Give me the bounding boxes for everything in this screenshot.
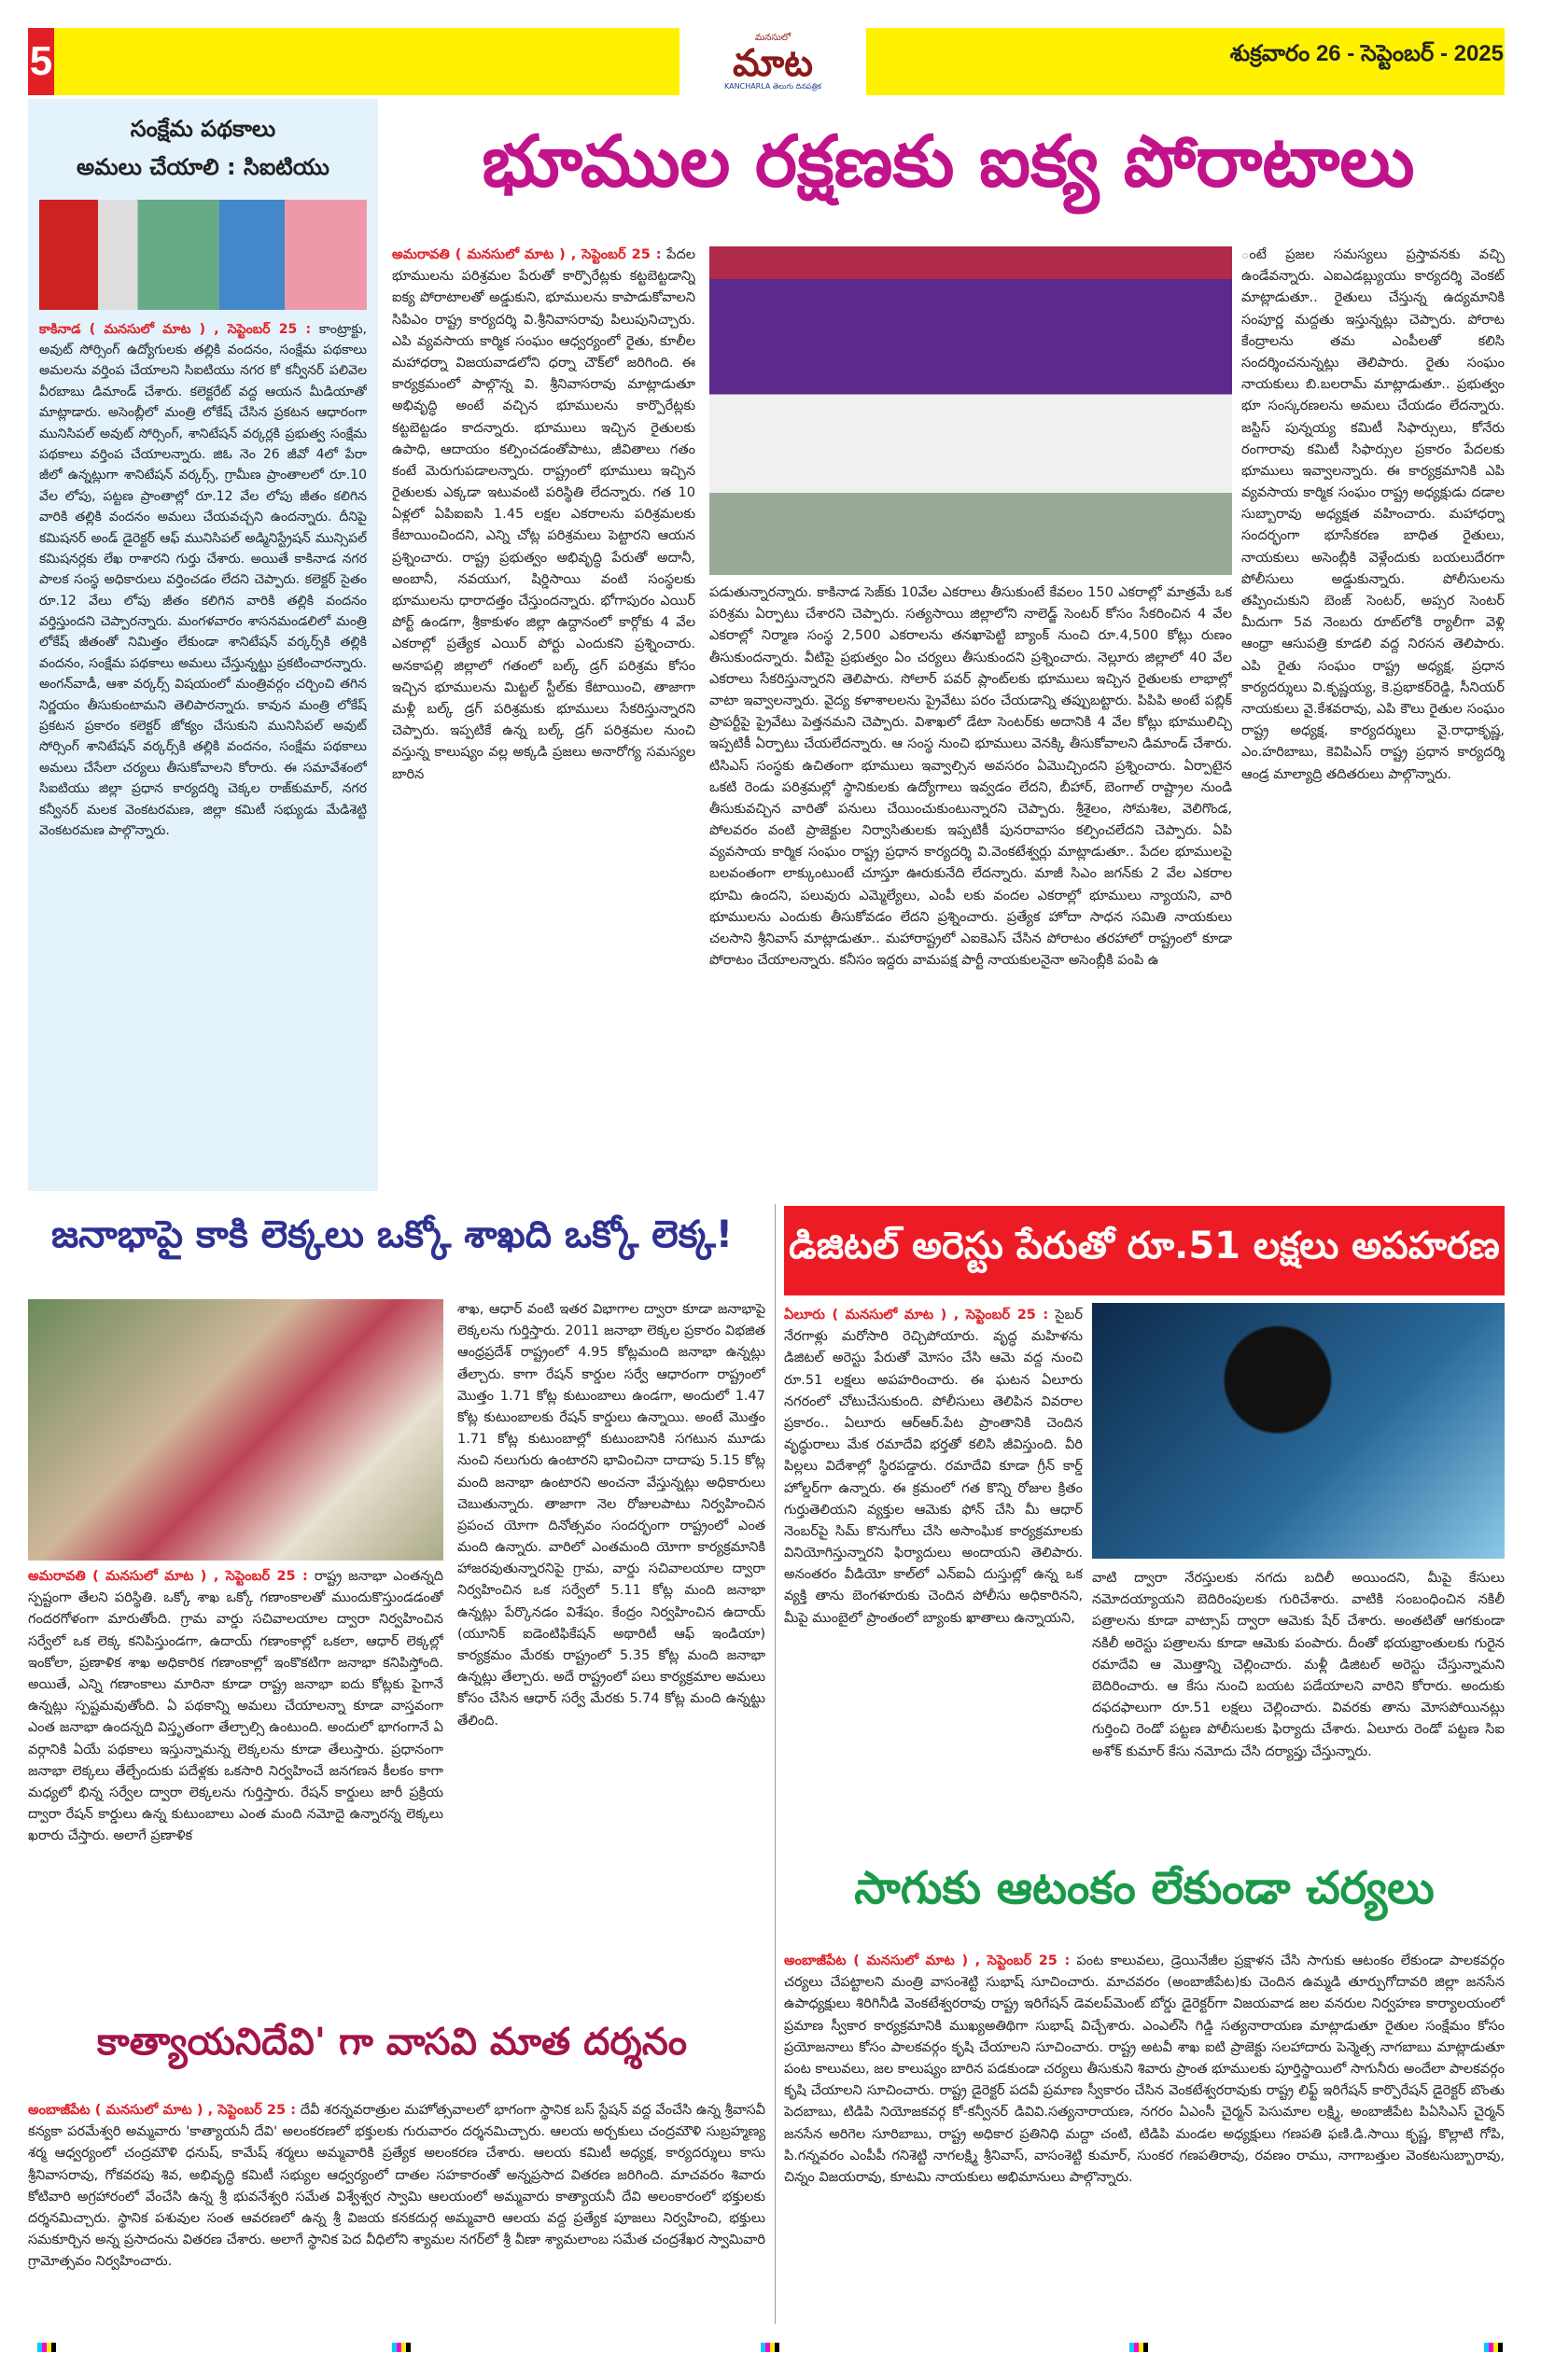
- logo-small: మనసులో: [754, 32, 792, 43]
- cyber-photo: [1092, 1303, 1505, 1559]
- census-photo: [28, 1299, 443, 1561]
- main-story-col2: పడుతున్నారన్నారు. కాకినాడ సెజ్‌కు 10వేల ఎకరాలు తీసుకుంటే కేవలం 150 ఎకరాల్లో మాత్రమే ఒక పరిశ్రమ ఏర్పాటు చేశారని చెప్పారు. సత్యసాయి జిల్లాలోని నాలెడ్జ్ సెంటర్ కోసం సేకరించిన 4 వేల ఎకరాల్లో నిర్మాణ సంస్థ 2,500 ఎకరాలను తనఖాపెట్టి బ్యాంక్ నుంచి రూ.4,500 కోట్లు రుణం తీసుకుందన్నారు. వీటిపై ప్రభుత్వం ఏం చర్యలు తీసుకుందని ప్రశ్నించారు. నెల్లూరు జిల్లాలో 40 వేల ఎకరాలు సేకరిస్తున్నారని తెలిపారు. సోలార్ పవర్ ప్లాంట్‌లకు భూములు ఇచ్చిన రైతులకు లాభాల్లో వాటా ఇవ్వాలన్నారు. వైద్య కళాశాలలను ప్రైవేటు పరం చేయడాన్ని తప్పుబట్టారు. పిపిపి అంటే పబ్లిక్ ప్రాపర్టీపై ప్రైవేటు పెత్తనమని చెప్పారు. విశాఖలో డేటా సెంటర్‌కు అదానికి 4 వేల కోట్లు భూములిచ్చి ఇప్పటికీ ఏర్పాటు చేయలేదన్నారు. ఆ సంస్థ నుంచి భూములు వెనక్కి తీసుకోవాలని డిమాండ్ చేశారు. టిసిఎస్ సంస్థకు ఉచితంగా భూములు ఇవ్వాల్సిన అవసరం ఏమొచ్చిందని ప్రశ్నించారు. ఏర్పాటైన ఒకటి రెండు పరిశ్రమల్లో స్థానికులకు ఉద్యోగాలు ఇవ్వడం లేదని, బీహార్, బెంగాల్ రాష్ట్రాల నుండి తీసుకువచ్చిన వారితో పనులు చేయించుకుంటున్నారని చెప్పారు. శ్రీశైలం, సోమశిల, వెలిగొండ, పోలవరం వంటి ప్రాజెక్టుల నిర్వాసితులకు ఇప్పటికీ పునరావాసం కల్పించలేదని చెప్పారు. ఏపి వ్యవసాయ కార్మిక సంఘం రాష్ట్ర ప్రధాన కార్యదర్శి వి.వెంకటేశ్వర్లు మాట్లాడుతూ.. పేదల భూములపై బలవంతంగా లాక్కుంటుంటే చూస్తూ ఊరుకునేది లేదన్నారు. మాజీ సిఎం జగన్‌కు 2 వేల ఎకరాల భూమి ఉందని, పలువురు ఎమ్మెల్యేలు, ఎంపీ లకు వందల ఎకరాల్లో భూములు న్యాయని, వారి భూములను ఎందుకు తీసుకోవడం లేదని ప్రశ్నించారు. ప్రత్యేక హోదా సాధన సమితి నాయకులు చలసాని శ్రీనివాస్ మాట్లాడుతూ.. మహారాష్ట్రలో ఎఐకెఎస్ చేసిన పోరాటం తరహాలో రాష్ట్రంలో కూడా పోరాటం చేయాలన్నారు. కనీసం ఇద్దరు వామపక్ష పార్టీ నాయకులనైనా అసెంబ్లీకి పంపి ఉ: [709, 585, 1232, 969]
- page-number: 5: [28, 28, 54, 95]
- left-story: [28, 99, 378, 1191]
- logo-brand: KANCHARLA తెలుగు దినపత్రిక: [724, 81, 821, 91]
- left-story-body: కాకినాడ ( మనసులో మాట ) , సెప్టెంబర్ 25 : కాంట్రాక్టు, అవుట్ సోర్సింగ్ ఉద్యోగులకు తల్లికి వందనం, సంక్షేమ పథకాలు అమలను వర్తింప చేయాలని సిఐటియు నగర కో కన్వీనర్ పలివెల వీరబాబు డిమాండ్ చేశారు. కలెక్టరేట్ వద్ద ఆయన మీడియాతో మాట్లాడారు. అసెంబ్లీలో మంత్రి లోకేష్ చేసిన ప్రకటన ఆధారంగా మునిసిపల్ అవుట్ సోర్సింగ్, శానిటేషన్ వర్కర్లకి ప్రభుత్వ సంక్షేమ పథకాలు వర్తింప చేయాలన్నారు. జిఓ నెం 26 జీవో 4లో పేరా జీలో ఉన్నట్లుగా శానిటేషన్ వర్కర్స్, గ్రామీణ ప్రాంతాలలో రూ.10 వేల లోపు, పట్టణ ప్రాంతాల్లో రూ.12 వేల లోపు జీతం కలిగిన వారికి తల్లికి వందనం అమలు చేయవచ్చని ఉందన్నారు. దీనిపై కమిషనర్ అండ్ డైరెక్టర్ ఆఫ్ మునిసిపల్ అడ్మినిస్ట్రేషన్ మున్సిపల్ కమిషనర్లకు లేఖ రాశారని గుర్తు చేశారు. అయితే కాకినాడ నగర పాలక సంస్థ అధికారులు వర్తించడం లేదని చెప్పారు. కలెక్టర్ సైతం రూ.12 వేలు లోపు జీతం కలిగిన వారికి తల్లికి వందనం వర్తిస్తుందని చెప్పారన్నారు. మంగళవారం శాసనమండలిలో మంత్రి లోకేష్ జీతంతో నిమిత్తం లేకుండా శానిటేషన్ వర్కర్స్‌కి తల్లికి వందనం, సంక్షేమ పథకాలు అమలు చేస్తున్నట్టు ప్రకటించారన్నారు. అంగన్‌వాడీ, ఆశా వర్కర్స్ విషయంలో మంత్రివర్గం చర్చించి తగిన నిర్ణయం తీసుకుంటామని తెలిపారన్నారు. కావున మంత్రి లోకేష్ ప్రకటన ప్రకారం కలెక్టర్ జోక్యం చేసుకుని మునిసిపల్ అవుట్ సోర్సింగ్ శానిటేషన్ వర్కర్స్‌కి తల్లికి వందనం, సంక్షేమ పథకాలు అమలు చేసేలా చర్యలు తీసుకోవాలని కోరారు. ఈ సమావేశంలో సిఐటియు జిల్లా ప్రధాన కార్యదర్శి చెక్కల రాజ్‌కుమార్, నగర కన్వీనర్ మలక వెంకటరమణ, జిల్లా కమిటీ సభ్యుడు మేడిశెట్టి వెంకటరమణ పాల్గొన్నారు.: [39, 321, 367, 838]
- left-story-photo: [39, 200, 367, 310]
- column-divider: [775, 1204, 776, 2324]
- registration-mark: [392, 2343, 411, 2352]
- main-story-col1: అమరావతి ( మనసులో మాట ) , సెప్టెంబర్ 25 : పేదల భూములను పరిశ్రమల పేరుతో కార్పొరేట్లకు కట్టబెట్టడాన్ని ఐక్య పోరాటాలతో అడ్డుకుని, భూములను కాపాడుకోవాలని సిపిఎం రాష్ట్ర కార్యదర్శి వి.శ్రీనివాసరావు పిలుపునిచ్చారు. ఎపి వ్యవసాయ కార్మిక సంఘం ఆధ్వర్యంలో రైతు, కూలీల మహాధర్నా విజయవాడలోని ధర్నా చౌక్‌లో జరిగింది. ఈ కార్యక్రమంలో పాల్గొన్న వి. శ్రీనివాసరావు మాట్లాడుతూ అభివృద్ధి అంటే వచ్చిన భూములను కార్పొరేట్లకు కట్టబెట్టడం కాదన్నారు. భూములు ఇచ్చిన రైతులకు ఉపాధి, ఆదాయం కల్పించడంతోపాటు, జీవితాలు గతం కంటే మెరుగుపడాలన్నారు. రాష్ట్రంలో భూములు ఇచ్చిన రైతులకు ఎక్కడా ఇటువంటి పరిస్థితి లేదన్నారు. గత 10 ఏళ్లలో ఏపిఐఐసి 1.45 లక్షల ఎకరాలను పరిశ్రమలకు కేటాయించిందని, ఎన్ని చోట్ల పరిశ్రమలు పెట్టారని ఆయన ప్రశ్నించారు. రాష్ట్ర ప్రభుత్వం అభివృద్ధి పేరుతో అదానీ, అంబానీ, నవయుగ, షిర్డిసాయి వంటి సంస్థలకు భూములను ధారాదత్తం చేస్తుందన్నారు. భోగాపురం ఎయిర్ పోర్ట్ ఉండగా, శ్రీకాకుళం జిల్లా ఉద్దానంలో కార్గోకు 4 వేల ఎకరాల్లో ప్రత్యేక ఎయిర్ పోర్టు ఎందుకని ప్రశ్నించారు. అనకాపల్లి జిల్లాలో గతంలో బల్క్ డ్రగ్ పరిశ్రమ కోసం ఇచ్చిన భూములను మిట్టల్ స్టీల్‌కు కేటాయించి, తాజాగా మళ్లీ బల్క్ డ్రగ్ పరిశ్రమకు భూములు సేకరిస్తున్నారని చెప్పారు. ఇప్పటికే ఉన్న బల్క్ డ్రగ్ పరిశ్రమల నుంచి వస్తున్న కాలుష్యం వల్ల అక్కడి ప్రజలు అనారోగ్య సమస్యల బారిన: [392, 247, 695, 782]
- issue-date: శుక్రవారం 26 - సెప్టెంబర్ - 2025: [1229, 41, 1504, 66]
- cyber-headline: డిజిటల్ అరెస్టు పేరుతో రూ.51 లక్షలు అపహరణ: [789, 1225, 1500, 1267]
- registration-mark: [37, 2343, 56, 2352]
- cyber-body-left: ఏలూరు ( మనసులో మాట ) , సెప్టెంబర్ 25 : సైబర్ నేరగాళ్లు మరోసారి రెచ్చిపోయారు. వృద్ధ మహిళను డిజిటల్ అరెస్టు పేరుతో మోసం చేసి ఆమె వద్ద నుంచి రూ.51 లక్షలు అపహరించారు. ఈ ఘటన ఏలూరు నగరంలో చోటుచేసుకుంది. పోలీసులు తెలిపిన వివరాల ప్రకారం.. ఏలూరు ఆర్ఆర్.పేట ప్రాంతానికి చెందిన వృద్ధురాలు మేక రమాదేవి భర్తతో కలిసి జీవిస్తుంది. వీరి పిల్లలు విదేశాల్లో స్థిరపడ్డారు. రమాదేవి కూడా గ్రీన్ కార్డ్ హోల్డర్‌గా ఉన్నారు. ఈ క్రమంలో గత కొన్ని రోజుల క్రితం గుర్తుతెలియని వ్యక్తుల ఆమెకు ఫోన్ చేసి మీ ఆధార్ నెంబర్‌పై సిమ్ కొనుగోలు చేసి అసాంఘిక కార్యక్రమాలకు వినియోగిస్తున్నారని ఫిర్యాదులు అందాయని తెలిపారు. అనంతరం వీడియో కాల్‌లో ఎన్ఐఏ దుస్తుల్లో ఉన్న ఒక వ్యక్తి తాను బెంగళూరుకు చెందిన పోలీసు అధికారినని, మీపై ముంబైలో ప్రాంతంలో బ్యాంకు ఖాతాలు ఉన్నాయని,: [784, 1308, 1083, 1626]
- farming-headline: సాగుకు ఆటంకం లేకుండా చర్యలు: [854, 1862, 1435, 1914]
- main-story-col3: ంటే ప్రజల సమస్యలు ప్రస్తావనకు వచ్చి ఉండేవన్నారు. ఎఐఎడబ్ల్యుయు కార్యదర్శి వెంకట్ మాట్లాడుతూ.. రైతులు చేస్తున్న ఉద్యమానికి సంపూర్ణ మద్దతు ఇస్తున్నట్లు చెప్పారు. పోరాట కేంద్రాలను తమ ఎంపీలతో కలిసి సందర్శించనున్నట్లు తెలిపారు. రైతు సంఘం నాయకులు బి.బలరామ్ మాట్లాడుతూ.. ప్రభుత్వం భూ సంస్కరణలను అమలు చేయడం లేదన్నారు. జస్టిస్ పున్నయ్య కమిటీ సిఫార్సులు, కోనేరు రంగారావు కమిటీ సిఫార్సుల ప్రకారం పేదలకు భూములు ఇవ్వాలన్నారు. ఈ కార్యక్రమానికి ఎపి వ్యవసాయ కార్మిక సంఘం రాష్ట్ర అధ్యక్షుడు దడాల సుబ్బారావు అధ్యక్షత వహించారు. మహాధర్నా సందర్భంగా భూసేకరణ బాధిత రైతులు, నాయకులు అసెంబ్లీకి వెళ్లేందుకు బయలుదేరగా పోలీసులు అడ్డుకున్నారు. పోలీసులను తప్పించుకుని బెంజ్ సెంటర్, అప్సర సెంటర్ మీదుగా 5వ నెంబరు రూట్‌లోకి ర్యాలీగా వెళ్లి ఆంధ్రా ఆసుపత్రి కూడలి వద్ద నిరసన తెలిపారు. ఎపి రైతు సంఘం రాష్ట్ర అధ్యక్ష, ప్రధాన కార్యదర్శులు వి.కృష్ణయ్య, కె.ప్రభాకర్‌రెడ్డి, సీనియర్ నాయకులు వై.కేశవరావు, ఎపి కౌలు రైతుల సంఘం రాష్ట్ర అధ్యక్ష, కార్యదర్శులు వై.రాధాకృష్ణ, ఎం.హరిబాబు, కెవిపిఎస్ రాష్ట్ర ప్రధాన కార్యదర్శి ఆండ్ర మాల్యాద్రి తదితరులు పాల్గొన్నారు.: [1241, 247, 1505, 782]
- farming-body: అంబాజీపేట ( మనసులో మాట ) , సెప్టెంబర్ 25 : పంట కాలువలు, డ్రెయినేజీల ప్రక్షాళన చేసి సాగుకు ఆటంకం లేకుండా పాలకవర్గం చర్యలు చేపట్టాలని మంత్రి వాసంశెట్టి సుభాష్ సూచించారు. మాచవరం (అంబాజీపేట)కు చెందిన ఉమ్మడి తూర్పుగోదావరి జిల్లా జనసేన ఉపాధ్యక్షులు శిరిగినీడి వెంకటేశ్వరరావు రాష్ట్ర ఇరిగేషన్ డెవలప్‌మెంట్ బోర్డు డైరెక్టర్‌గా విజయవాడ జల వనరుల నిర్వహణ కార్యాలయంలో ప్రమాణ స్వీకార కార్యక్రమానికి ముఖ్యఅతిథిగా సుభాష్ విచ్చేశారు. ఎంఎల్‌సి గిడ్డి సత్యనారాయణ మాట్లాడుతూ రైతుల సంక్షేమం కోసం ప్రయోజనాలు కోసం పాలకవర్గం కృషి చేయాలని సూచించారు. రాష్ట్ర అటవీ శాఖ ఐటి ప్రాజెక్టు సలహాదారు పెన్మెత్స నాగబాబు మాట్లాడుతూ పంట కాలువలు, జల కాలుష్యం బారిన పడకుండా చర్యలు తీసుకుని శివారు ప్రాంత భూములకు పూర్తిస్థాయిలో సాగునీరు అందేలా పాలకవర్గం కృషి చేయాలని సూచించారు. రాష్ట్ర డైరెక్టర్ పదవీ ప్రమాణ స్వీకారం చేసిన వెంకటేశ్వరరావుకు రాష్ట్ర లిఫ్ట్ ఇరిగేషన్ కార్పొరేషన్ డైరెక్టర్ బొంతు పెదబాబు, టిడిపి నియోజకవర్గ కో-కన్వీనర్ డివివి.సత్యనారాయణ, నగరం ఏఎంసీ చైర్మన్ పెసుమాల లక్ష్మి, అంబాజీపేట పిఏసిఎస్ చైర్మన్ జనసేన అరిగెల సూరిబాబు, రాష్ట్ర అధికార ప్రతినిధి మద్దా చంటి, టిడిపి మండల అధ్యక్షులు గణపతి ఫణి.డి.సాయి కృష్ణ, కొల్లాటి గోపి, పి.గన్నవరం ఎంపీపీ గనిశెట్టి నాగలక్ష్మి శ్రీనివాస్, వాసంశెట్టి కుమార్, సుంకర గణపతిరావు, రవణం రాము, నాగాబత్తుల వెంకటసుబ్బారావు, చిన్నం విజయరావు, కూటమి నాయకులు అభిమానులు పాల్గొన్నారు.: [784, 1953, 1505, 2185]
- cyber-headline-banner: [784, 1206, 1505, 1295]
- main-story-photo: [709, 246, 1232, 575]
- census-headline: జనాభాపై కాకి లెక్కలు ఒక్కో శాఖది ఒక్కో లెక్క!: [50, 1213, 734, 1256]
- census-body-bottom: అమరావతి ( మనసులో మాట ) , సెప్టెంబర్ 25 : రాష్ట్ర జనాభా ఎంతన్నది స్పష్టంగా తేలని పరిస్థితి. ఒక్కో శాఖ ఒక్కో గణాంకాలతో ముందుకొస్తుండడంతో గందరగోళంగా మారుతోంది. గ్రామ వార్డు సచివాలయాల ద్వారా నిర్వహించిన సర్వేలో ఒక లెక్క కనిపిస్తుండగా, ఉదాయ్ గణాంకాల్లో ఒకలా, ఆధార్ లెక్కల్లో ఇంకోలా, ప్రణాళిక శాఖ అధికారిక గణాంకాల్లో ఇంకొకటిగా జనాభా కనిపిస్తోంది. అయితే, ఎన్ని గణాంకాలు మారినా కూడా రాష్ట్ర జనాభా ఐదు కోట్లకు పైగానే ఉన్నట్లు స్పష్టమవుతోంది. ఏ పథకాన్ని అమలు చేయాలన్నా కూడా వాస్తవంగా ఎంత జనాభా ఉందన్నది విస్తృతంగా తేల్చాల్సి ఉంటుంది. అందులో భాగంగానే ఏ వర్గానికి ఏయే పథకాలు ఇస్తున్నామన్న లెక్కలను కూడా తేలుస్తారు. ప్రధానంగా జనాభా లెక్కలు తేల్చేందుకు పదేళ్లకు ఒకసారి నిర్వహించే జనగణన కీలకం కాగా మధ్యలో భిన్న సర్వేల ద్వారా లెక్కలను గుర్తిస్తారు. రేషన్ కార్డులు జారీ ప్రక్రియ ద్వారా రేషన్ కార్డులు ఉన్న కుటుంబాలు ఎంత మంది నమోదై ఉన్నారన్న లెక్కలు ఖరారు చేస్తారు. అలాగే ప్రణాళిక: [28, 1569, 443, 1844]
- main-headline: భూముల రక్షణకు ఐక్య పోరాటాలు: [482, 119, 1415, 203]
- temple-headline: కాత్యాయనిదేవి' గా వాసవి మాత దర్శనం: [96, 2021, 688, 2064]
- registration-mark: [1484, 2343, 1503, 2352]
- left-story-headline: సంక్షేమ పథకాలు అమలు చేయాలి : సిఐటియు: [77, 116, 329, 180]
- registration-mark: [761, 2343, 779, 2352]
- census-body-right: శాఖ, ఆధార్ వంటి ఇతర విభాగాల ద్వారా కూడా జనాభాపై లెక్కలను గుర్తిస్తారు. 2011 జనాభా లెక్కల ప్రకారం విభజిత ఆంధ్రప్రదేశ్ రాష్ట్రంలో 4.95 కోట్లమంది జనాభా ఉన్నట్లు తేల్చారు. కాగా రేషన్ కార్డుల సర్వే ఆధారంగా రాష్ట్రంలో మొత్తం 1.71 కోట్ల కుటుంబాలు ఉండగా, అందులో 1.47 కోట్ల కుటుంబాలకు రేషన్ కార్డులు ఉన్నాయి. అంటే మొత్తం 1.71 కోట్ల కుటుంబాల్లో కుటుంబానికి సగటున మూడు నుంచి నలుగురు ఉంటారని భావించినా దాదాపు 5.15 కోట్ల మంది జనాభా ఉంటారని అంచనా వేస్తున్నట్లు అధికారులు చెబుతున్నారు. తాజాగా నెల రోజులపాటు నిర్వహించిన ప్రపంచ యోగా దినోత్సవం సందర్భంగా రాష్ట్రంలో ఎంత మంది ఉన్నారు. వారిలో ఎంతమంది యోగా కార్యక్రమానికి హాజరవుతున్నారనిపై గ్రామ, వార్డు సచివాలయాల ద్వారా నిర్వహించిన ఒక సర్వేలో 5.11 కోట్ల మంది జనాభా ఉన్నట్లు పేర్కొనడం విశేషం. కేంద్రం నిర్వహించిన ఉదాయ్ (యూనిక్ ఐడెంటిఫికేషన్ అథారిటీ ఆఫ్ ఇండియా) కార్యక్రమం మేరకు రాష్ట్రంలో 5.35 కోట్ల మంది జనాభా ఉన్నట్లు తేల్చారు. అదే రాష్ట్రంలో పలు కార్యక్రమాల అమలు కోసం చేసిన ఆధార్ సర్వే మేరకు 5.74 కోట్ల మంది ఉన్నట్టు తేలింది.: [457, 1302, 765, 1729]
- logo-text: మాట: [732, 41, 814, 85]
- masthead-logo: [679, 26, 866, 97]
- cyber-body-right: వాటి ద్వారా నేరస్తులకు నగదు బదిలీ అయిందని, మీపై కేసులు నమోదయ్యాయని బెదిరింపులకు గురిచేశారు. వాటికి సంబంధించిన నకిలీ పత్రాలను కూడా వాట్సాప్ ద్వారా ఆమెకు షేర్ చేశారు. అంతటితో ఆగకుండా నకిలీ అరెస్టు పత్రాలను కూడా ఆమెకు పంపారు. దీంతో భయభ్రాంతులకు గురైన రమాదేవి ఆ మొత్తాన్ని చెల్లించారు. మళ్లీ డిజిటల్ అరెస్టు చేస్తున్నామని బెదిరించారు. ఆ కేసు నుంచి బయట పడేయాలని వారిని కోరారు. అందుకు దఫదఫాలుగా రూ.51 లక్షలు చెల్లించారు. వివరకు తాను మోసపోయినట్లు గుర్తించి రెండో పట్టణ పోలీసులకు ఫిర్యాదు చేశారు. ఏలూరు రెండో పట్టణ సిఐ అశోక్ కుమార్ కేసు నమోదు చేసి దర్యాప్తు చేస్తున్నారు.: [1092, 1571, 1505, 1759]
- temple-body: అంబాజీపేట ( మనసులో మాట ) , సెప్టెంబర్ 25 : దేవీ శరన్నవరాత్రుల మహోత్సవాలలో భాగంగా స్థానిక బస్ స్టేషన్ వద్ద వేంచేసి ఉన్న శ్రీవాసవీ కన్యకా పరమేశ్వరి అమ్మవారు 'కాత్యాయనీ దేవి' అలంకరణలో భక్తులకు గురువారం దర్శనమిచ్చారు. ఆలయ అర్చకులు చంద్రమౌళి సుబ్రహ్మణ్య శర్మ ఆధ్వర్యంలో చంద్రమౌళి ధనుష్, కామేష్ శర్మలు అమ్మవారికి ప్రత్యేక అలంకరణ చేశారు. ఆలయ కమిటీ అధ్యక్ష, కార్యదర్శులు కాసు శ్రీనివాసరావు, గోకవరపు శివ, అభివృద్ధి కమిటీ సభ్యుల ఆధ్వర్యంలో దాతల సహకారంతో అన్నప్రసాద వితరణ జరిగింది. మాచవరం శివారు కోటివారి అగ్రహారంలో వేంచేసి ఉన్న శ్రీ భువనేశ్వరి సమేత విశ్వేశ్వర స్వామి ఆలయంలో అమ్మవారు కాత్యాయనీ దేవి అలంకారంలో భక్తులకు దర్శనమిచ్చారు. స్థానిక పశువుల సంత ఆవరణలో ఉన్న శ్రీ విజయ కనకదుర్గ అమ్మవారి ఆలయ వద్ద ప్రత్యేక పూజలు నిర్వహించి, భక్తులు సమకూర్చిన అన్న ప్రసాదంను వితరణ చేశారు. అలాగే స్థానిక పెద వీధిలోని శ్యామల నగర్‌లో శ్రీ వీణా శ్యామలాంబ సమేత చంద్రశేఖర స్వామివారి గ్రామోత్సవం నిర్వహించారు.: [28, 2103, 765, 2270]
- registration-mark: [1129, 2343, 1148, 2352]
